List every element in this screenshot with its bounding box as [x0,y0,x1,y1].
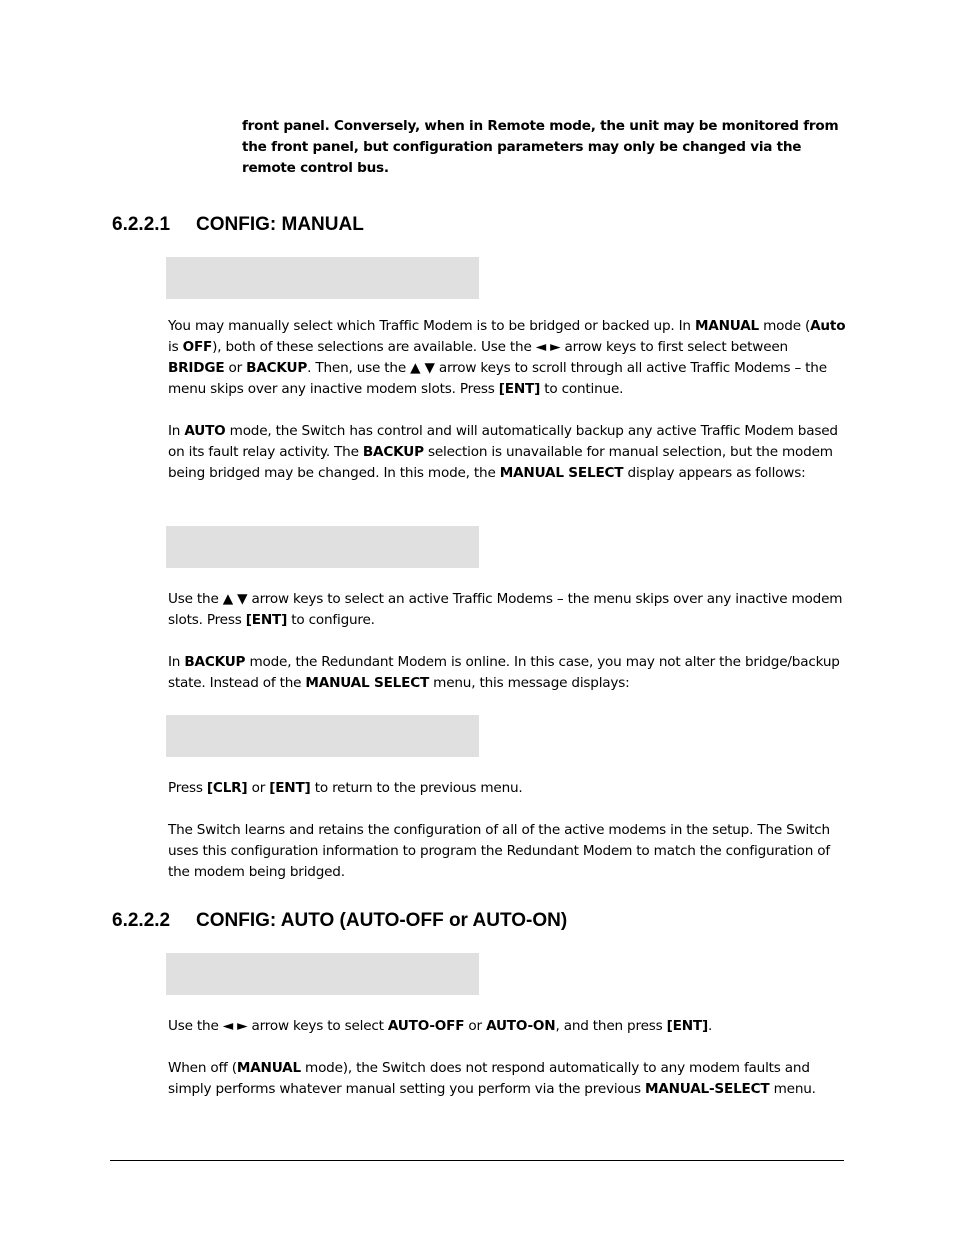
text-run: mode, the Switch has control and will automatically backup any active Traffic Modem based on its fault relay activity. The [168,423,838,460]
bold-term: MANUAL [236,1060,301,1076]
text-run: You may manually select which Traffic Modem is to be bridged or backed up. In [168,318,695,334]
text-run: In [168,423,185,439]
bold-term: AUTO-ON [486,1018,556,1034]
text-run: ), both of these selections are available. Use the ◄ ► arrow keys to first select between [212,339,788,355]
bold-term: BACKUP [246,360,308,376]
bold-term: [ENT] [245,612,288,628]
text-run: is [168,339,183,355]
text-run: Use the ◄ ► arrow keys to select [168,1018,388,1034]
bold-term: MANUAL SELECT [305,675,430,691]
bold-term: MANUAL-SELECT [644,1081,770,1097]
bold-term: Auto [810,318,846,334]
section-title: CONFIG: MANUAL [196,214,364,235]
text-run: or [247,780,270,796]
bold-term: MANUAL SELECT [499,465,624,481]
lcd-display-placeholder [166,715,479,757]
lcd-display-placeholder [166,526,479,568]
paragraph-auto-select [168,1016,848,1037]
section-heading-config-auto [112,910,567,932]
paragraph-return [168,778,848,799]
section-number: 6.2.2.1 [112,214,171,235]
text-run: In [168,654,185,670]
section-number: 6.2.2.2 [112,910,171,931]
text-run: or [224,360,247,376]
bold-term: BRIDGE [168,360,225,376]
paragraph-select-modem [168,589,848,631]
lcd-display-placeholder [166,953,479,995]
section-heading-config-manual [112,214,364,236]
text-run: . [708,1018,713,1034]
text-run: Press [168,780,207,796]
text-run: selection is unavailable for manual selection, but the modem being bridged may be changed. In this mode, the [168,444,833,481]
bold-term: AUTO-OFF [387,1018,465,1034]
paragraph-manual-mode [168,316,848,400]
text-run: When off ( [168,1060,237,1076]
bold-term: [ENT] [498,381,541,397]
bold-term: [CLR] [206,780,248,796]
text-run: mode ( [759,318,811,334]
text-run: mode), the Switch does not respond automatically to any modem faults and simply performs whatever manual setting you perform via the previous [168,1060,810,1097]
footer-rule [110,1160,844,1161]
text-run: mode, the Redundant Modem is online. In this case, you may not alter the bridge/backup state. Instead of the [168,654,840,691]
text-run: or [464,1018,487,1034]
bold-term: [ENT] [269,780,311,796]
text-run: The Switch learns and retains the configuration of all of the active modems in the setup. The Switch uses this configuration information to program the Redundant Modem to match the configuration of the modem being bridged. [168,822,830,880]
paragraph-backup-mode [168,652,848,694]
bold-term: [ENT] [666,1018,708,1034]
bold-term: BACKUP [362,444,424,460]
lcd-display-placeholder [166,257,479,299]
text-run: to return to the previous menu. [310,780,523,796]
text-run: to configure. [287,612,375,628]
text-run: menu. [769,1081,816,1097]
paragraph-switch-learns [168,820,848,883]
text-run: . Then, use the ▲ ▼ arrow keys to scroll through all active Traffic Modems – the menu skips over any inactive modem slots. Press [168,360,827,397]
text-run: to continue. [540,381,624,397]
text-run: , and then press [555,1018,667,1034]
bold-term: OFF [182,339,213,355]
text-run: Use the ▲ ▼ arrow keys to select an active Traffic Modems – the menu skips over any inactive modem slots. Press [168,591,843,628]
text-run: display appears as follows: [623,465,806,481]
bold-term: MANUAL [694,318,759,334]
text-run: menu, this message displays: [429,675,630,691]
section-title: CONFIG: AUTO (AUTO-OFF or AUTO-ON) [196,910,568,931]
bold-term: BACKUP [184,654,246,670]
bold-term: AUTO [184,423,226,439]
paragraph-when-off [168,1058,848,1100]
paragraph-auto-mode [168,421,848,484]
note-continuation: front panel. Conversely, when in Remote mode, the unit may be monitored from the front panel, but configuration parameters may only be changed via the remote control bus. [242,118,839,176]
